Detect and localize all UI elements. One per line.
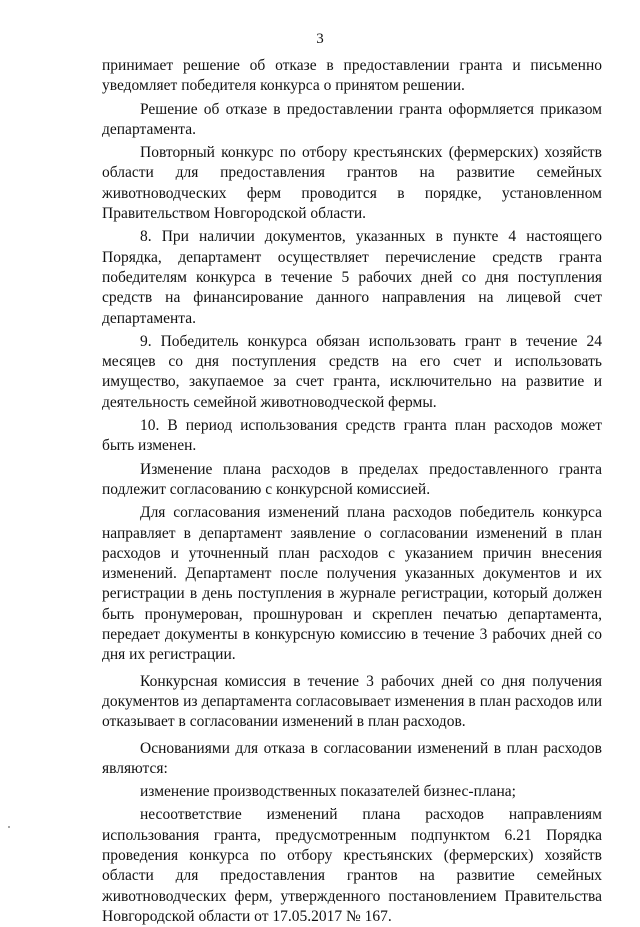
paragraph-repeat-contest: Повторный конкурс по отбору крестьянских (фермерских) хозяйств области для предоставления грантов на развитие семейных животноводческих ферм проводится в порядке, установленном Правительством Новгородской области. bbox=[102, 144, 602, 223]
paragraph-refusal-grounds: Основаниями для отказа в согласовании изменений в план расходов являются: bbox=[102, 739, 602, 777]
paragraph-rejection-order: Решение об отказе в предоставлении гранта оформляется приказом департамента. bbox=[102, 100, 602, 138]
page-number: 3 bbox=[316, 31, 324, 47]
paragraph-approval-procedure: Для согласования изменений плана расходов победитель конкурса направляет в департамент заявление о согласовании изменений в план расходов и уточненный план расходов с указанием причин внесения изменений. Департамент после получения указанных документов и их регистрации в день поступления в журнале регистрации, который должен быть пронумерован, прошнурован и скреплен печатью департамента, передает документы в конкурсную комиссию в течение 3 рабочих дней со дня их регистрации. bbox=[102, 504, 602, 664]
paragraph-item-10: 10. В период использования средств гранта план расходов может быть изменен. bbox=[102, 417, 602, 455]
paragraph-rejection-notice: принимает решение об отказе в предоставлении гранта и письменно уведомляет победителя конкурса о принятом решении. bbox=[102, 57, 602, 95]
scan-speck bbox=[8, 826, 10, 828]
paragraph-item-9: 9. Победитель конкурса обязан использовать грант в течение 24 месяцев со дня поступления средств на его счет и использовать имущество, закупаемое за счет гранта, исключительно на развитие и деятельность семейной животноводческой фермы. bbox=[102, 332, 602, 411]
paragraph-plan-change-approval: Изменение плана расходов в пределах предоставленного гранта подлежит согласованию с конкурсной комиссией. bbox=[102, 460, 602, 498]
paragraph-item-8: 8. При наличии документов, указанных в пункте 4 настоящего Порядка, департамент осуществляет перечисление средств гранта победителям конкурса в течение 5 рабочих дней со дня поступления средств на финансирование данного направления на лицевой счет департамента. bbox=[102, 228, 602, 327]
paragraph-commission-decision: Конкурсная комиссия в течение 3 рабочих дней со дня получения документов из департамента согласовывает изменения в план расходов или отказывает в согласовании изменений в план расходов. bbox=[102, 672, 602, 731]
list-item-directions-mismatch: несоответствие изменений плана расходов направлениям использования гранта, предусмотренным подпунктом 6.21 Порядка проведения конкурса по отбору крестьянских (фермерских) хозяйств области для предоставления грантов на развитие семейных животноводческих ферм, утвержденного постановлением Правительства Новгородской области от 17.05.2017 № 167. bbox=[102, 806, 602, 925]
list-item-indicators-change: изменение производственных показателей бизнес-плана; bbox=[140, 783, 516, 801]
document-body bbox=[102, 56, 602, 927]
